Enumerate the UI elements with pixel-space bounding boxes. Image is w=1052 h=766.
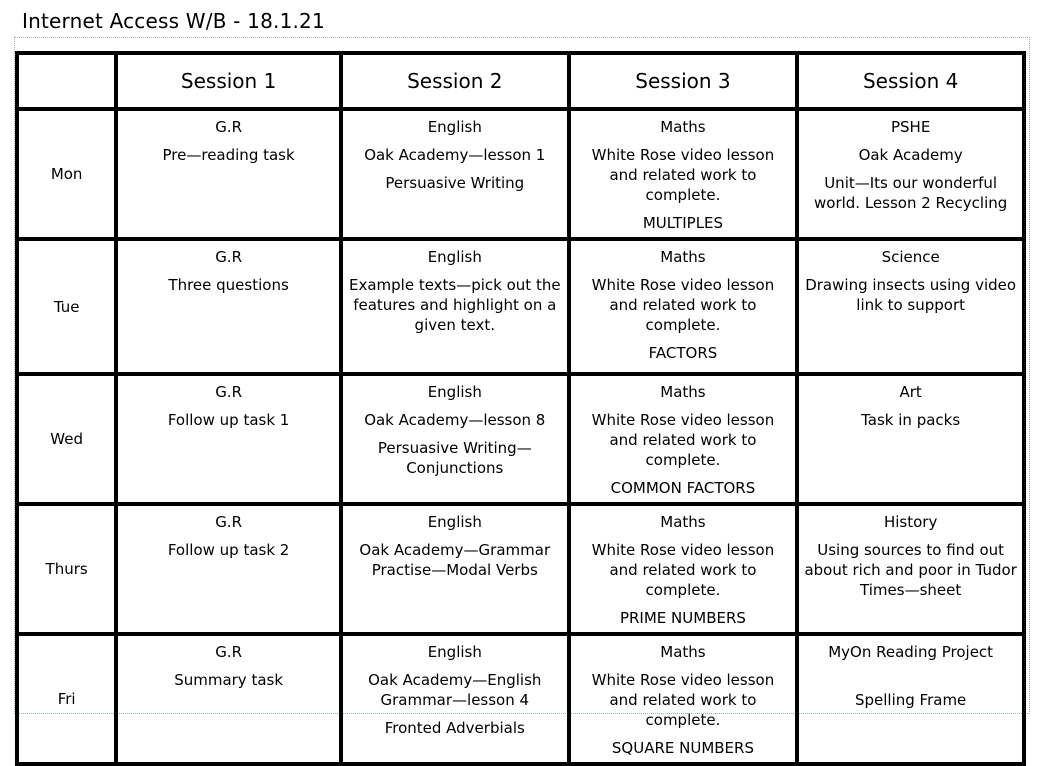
day-label: Wed — [17, 374, 116, 504]
page-title: Internet Access W/B - 18.1.21 — [22, 9, 325, 33]
session-cell — [797, 109, 1024, 239]
task-text — [804, 670, 1017, 690]
task-text: Oak Academy—lesson 1 — [364, 146, 546, 164]
subject-label: G.R — [215, 383, 243, 401]
subject-label: PSHE — [890, 118, 931, 136]
session-cell — [569, 239, 798, 374]
session-cell — [341, 374, 569, 504]
subject-label: Science — [881, 248, 940, 266]
day-label: Fri — [17, 634, 116, 764]
subject-label: G.R — [215, 643, 243, 661]
session-cell — [797, 504, 1024, 634]
subject-label: History — [883, 513, 938, 531]
timetable — [15, 51, 1026, 766]
task-text: Three questions — [168, 276, 289, 294]
day-label: Tue — [17, 239, 116, 374]
session-cell — [569, 374, 798, 504]
task-text: PRIME NUMBERS — [619, 609, 746, 627]
task-text: Oak Academy—lesson 8 — [364, 411, 546, 429]
session-cell — [116, 504, 341, 634]
task-text: Oak Academy—Grammar Practise—Modal Verbs — [359, 541, 551, 579]
table-row — [17, 504, 1024, 634]
session-cell — [569, 504, 798, 634]
subject-label: Maths — [660, 118, 706, 136]
table-row — [17, 109, 1024, 239]
session-cell — [116, 634, 341, 764]
task-text: FACTORS — [648, 344, 718, 362]
task-text: Follow up task 2 — [167, 541, 290, 559]
table-row — [17, 634, 1024, 764]
task-text: Pre—reading task — [162, 146, 295, 164]
subject-label: G.R — [215, 513, 243, 531]
task-text: White Rose video lesson and related work to complete. — [591, 276, 775, 334]
session-cell — [341, 239, 569, 374]
task-text: Task in packs — [861, 411, 961, 429]
subject-label: English — [427, 118, 482, 136]
subject-label: English — [427, 643, 482, 661]
subject-label: Maths — [660, 248, 706, 266]
task-text: SQUARE NUMBERS — [611, 739, 754, 757]
task-text: Summary task — [174, 671, 284, 689]
session-header: Session 2 — [341, 53, 569, 109]
subject-label: MyOn Reading Project — [828, 643, 994, 661]
session-header: Session 1 — [116, 53, 341, 109]
subject-label: Maths — [660, 643, 706, 661]
session-cell — [569, 109, 798, 239]
header-row — [17, 53, 1024, 109]
task-text: Persuasive Writing— Conjunctions — [377, 439, 532, 477]
table-row — [17, 239, 1024, 374]
task-text: Using sources to find out about rich and poor in Tudor Times—sheet — [804, 541, 1017, 599]
session-header: Session 3 — [569, 53, 798, 109]
task-text: Persuasive Writing — [385, 174, 525, 192]
subject-label: English — [427, 248, 482, 266]
session-cell — [341, 504, 569, 634]
subject-label: G.R — [215, 248, 243, 266]
task-text: Oak Academy—English Grammar—lesson 4 — [368, 671, 542, 709]
session-cell — [116, 109, 341, 239]
task-text: White Rose video lesson and related work to complete. — [591, 411, 775, 469]
session-cell — [116, 239, 341, 374]
task-text: Spelling Frame — [854, 691, 967, 709]
subject-label: Maths — [660, 513, 706, 531]
task-text: Fronted Adverbials — [384, 719, 525, 737]
subject-label: G.R — [215, 118, 243, 136]
task-text: Drawing insects using video link to support — [805, 276, 1017, 314]
task-text: Follow up task 1 — [167, 411, 290, 429]
task-text: Oak Academy — [858, 146, 963, 164]
task-text: White Rose video lesson and related work to complete. — [591, 671, 775, 729]
day-label: Mon — [17, 109, 116, 239]
task-text: Unit—Its our wonderful world. Lesson 2 Recycling — [814, 174, 1008, 212]
session-cell — [797, 634, 1024, 764]
task-text: COMMON FACTORS — [610, 479, 756, 497]
session-cell — [797, 239, 1024, 374]
subject-label: English — [427, 513, 482, 531]
task-text: MULTIPLES — [642, 214, 724, 232]
session-cell — [341, 109, 569, 239]
subject-label: Maths — [660, 383, 706, 401]
session-header: Session 4 — [797, 53, 1024, 109]
session-cell — [797, 374, 1024, 504]
subject-label: English — [427, 383, 482, 401]
table-row — [17, 374, 1024, 504]
corner-cell — [17, 53, 116, 109]
task-text: Example texts—pick out the features and highlight on a given text. — [348, 276, 561, 334]
task-text: White Rose video lesson and related work to complete. — [591, 541, 775, 599]
session-cell — [569, 634, 798, 764]
day-label: Thurs — [17, 504, 116, 634]
session-cell — [116, 374, 341, 504]
task-text: White Rose video lesson and related work to complete. — [591, 146, 775, 204]
session-cell — [341, 634, 569, 764]
subject-label: Art — [899, 383, 922, 401]
